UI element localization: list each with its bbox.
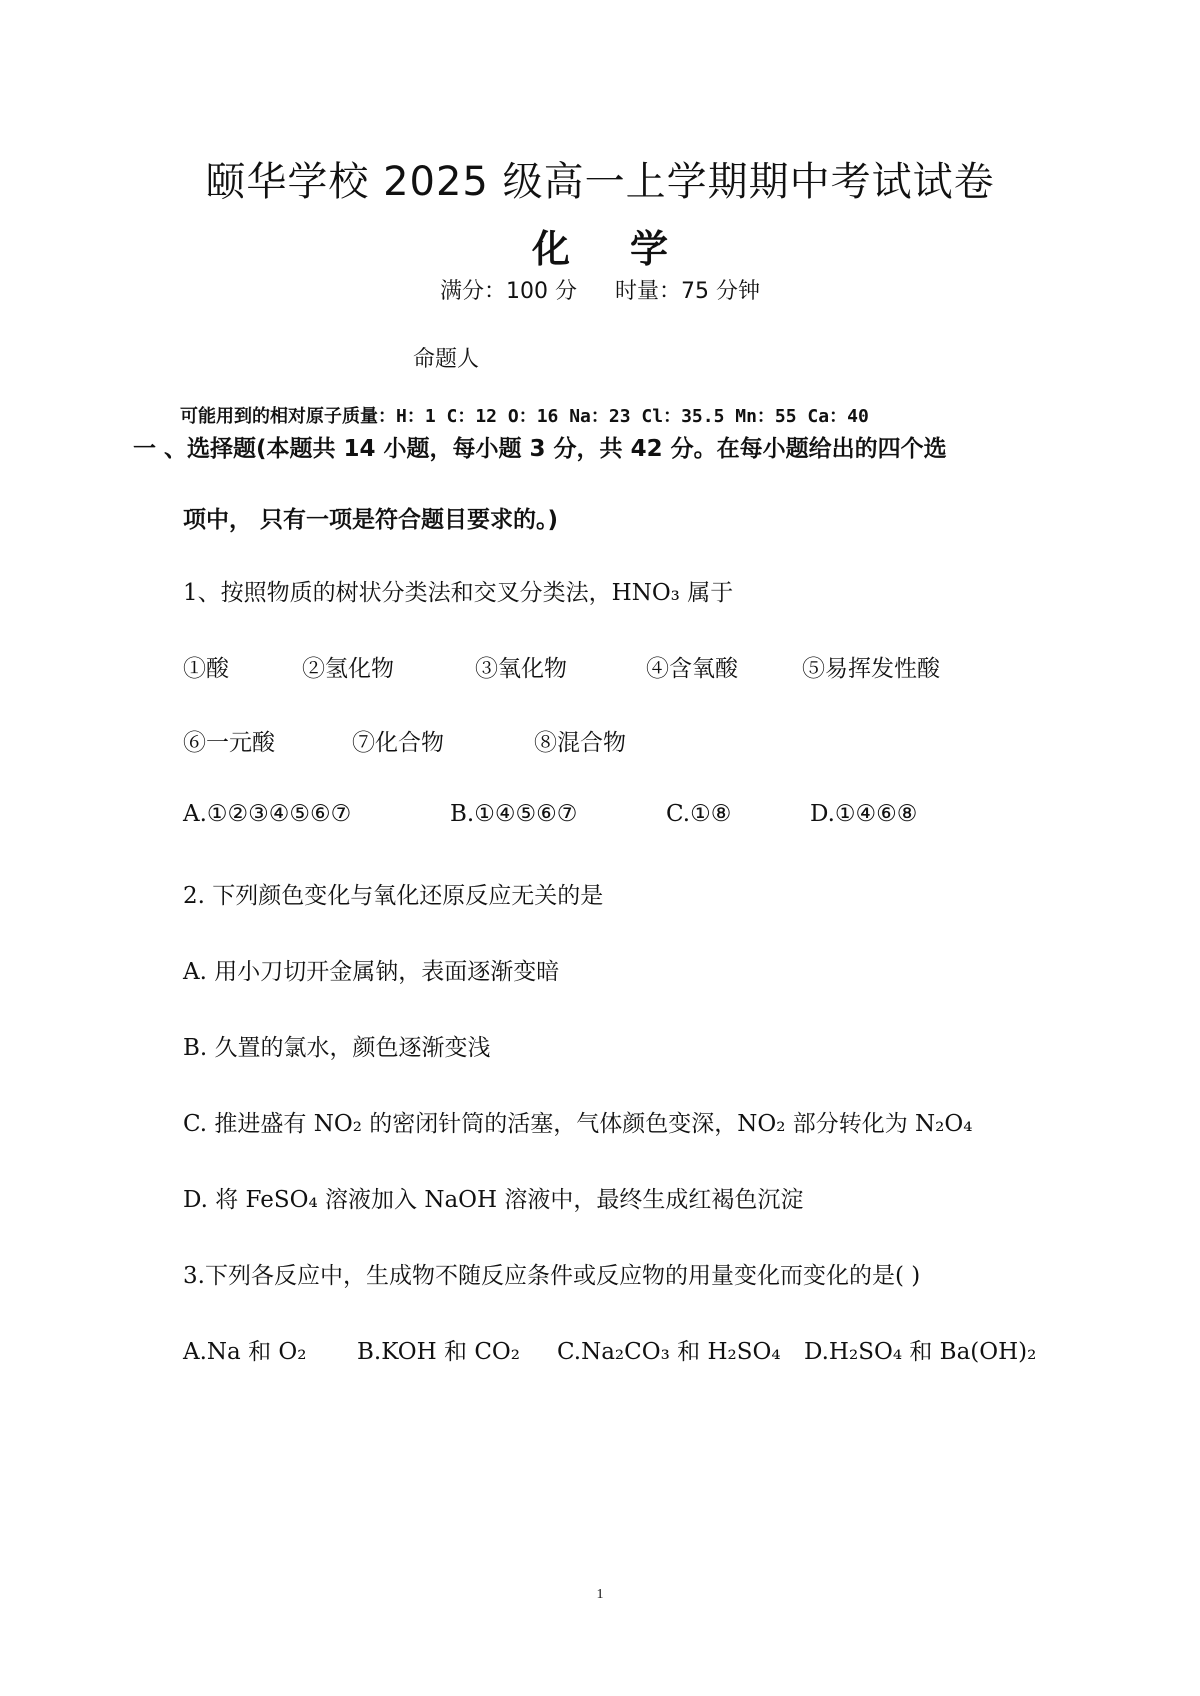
q2-option-b: B. 久置的氯水，颜色逐渐变浅 — [183, 1035, 491, 1061]
q1-stem: 1、按照物质的树状分类法和交叉分类法，HNO₃ 属于 — [183, 580, 734, 606]
q1-item: ⑥一元酸 — [183, 730, 275, 756]
q1-item: ①酸 — [183, 656, 229, 682]
exam-duration: 时量：75 分钟 — [615, 279, 760, 304]
q1-items-row1 — [0, 650, 1200, 680]
q3-stem: 3.下列各反应中，生成物不随反应条件或反应物的用量变化而变化的是( ) — [183, 1263, 921, 1289]
q1-item: ⑧混合物 — [534, 730, 626, 756]
q1-item: ②氢化物 — [302, 656, 394, 682]
author-label: 命题人 — [413, 347, 480, 372]
q2-option-d: D. 将 FeSO₄ 溶液加入 NaOH 溶液中，最终生成红褐色沉淀 — [183, 1187, 804, 1213]
q1-choice-a: A.①②③④⑤⑥⑦ — [183, 801, 352, 827]
q2-stem: 2. 下列颜色变化与氧化还原反应无关的是 — [183, 883, 604, 909]
section-heading-line1: 一 、选择题(本题共 14 小题，每小题 3 分，共 42 分。在每小题给出的四个选 — [133, 436, 947, 462]
subject-heading — [0, 218, 1200, 273]
q1-item: ⑦化合物 — [352, 730, 444, 756]
page-number: 1 — [596, 1587, 604, 1602]
subject-char-2: 学 — [630, 227, 669, 271]
q3-choice-b: B.KOH 和 CO₂ — [357, 1339, 520, 1365]
section-heading-line2: 项中， 只有一项是符合题目要求的。) — [183, 507, 559, 533]
exam-title: 颐华学校 2025 级高一上学期期中考试试卷 — [205, 159, 995, 205]
q3-choice-d: D.H₂SO₄ 和 Ba(OH)₂ — [804, 1339, 1037, 1365]
q1-choice-c: C.①⑧ — [666, 801, 732, 827]
q1-choice-d: D.①④⑥⑧ — [810, 801, 918, 827]
q1-items-row2 — [0, 724, 1200, 754]
q2-option-c: C. 推进盛有 NO₂ 的密闭针筒的活塞，气体颜色变深，NO₂ 部分转化为 N₂O₄ — [183, 1111, 973, 1137]
atomic-masses: 可能用到的相对原子质量：H：1 C：12 O：16 Na：23 Cl：35.5 Mn：55 Ca：40 — [180, 406, 869, 427]
q1-choice-b: B.①④⑤⑥⑦ — [450, 801, 578, 827]
full-score: 满分：100 分 — [440, 279, 577, 304]
subject-char-1: 化 — [531, 227, 570, 271]
q1-item: ⑤易挥发性酸 — [802, 656, 940, 682]
q1-item: ③氧化物 — [475, 656, 567, 682]
q1-item: ④含氧酸 — [646, 656, 738, 682]
q1-choices — [0, 801, 1200, 831]
q3-choice-c: C.Na₂CO₃ 和 H₂SO₄ — [557, 1339, 781, 1365]
score-info — [0, 274, 1200, 305]
q3-choice-a: A.Na 和 O₂ — [183, 1339, 307, 1365]
q3-choices — [0, 1333, 1200, 1363]
q2-option-a: A. 用小刀切开金属钠，表面逐渐变暗 — [183, 959, 560, 985]
